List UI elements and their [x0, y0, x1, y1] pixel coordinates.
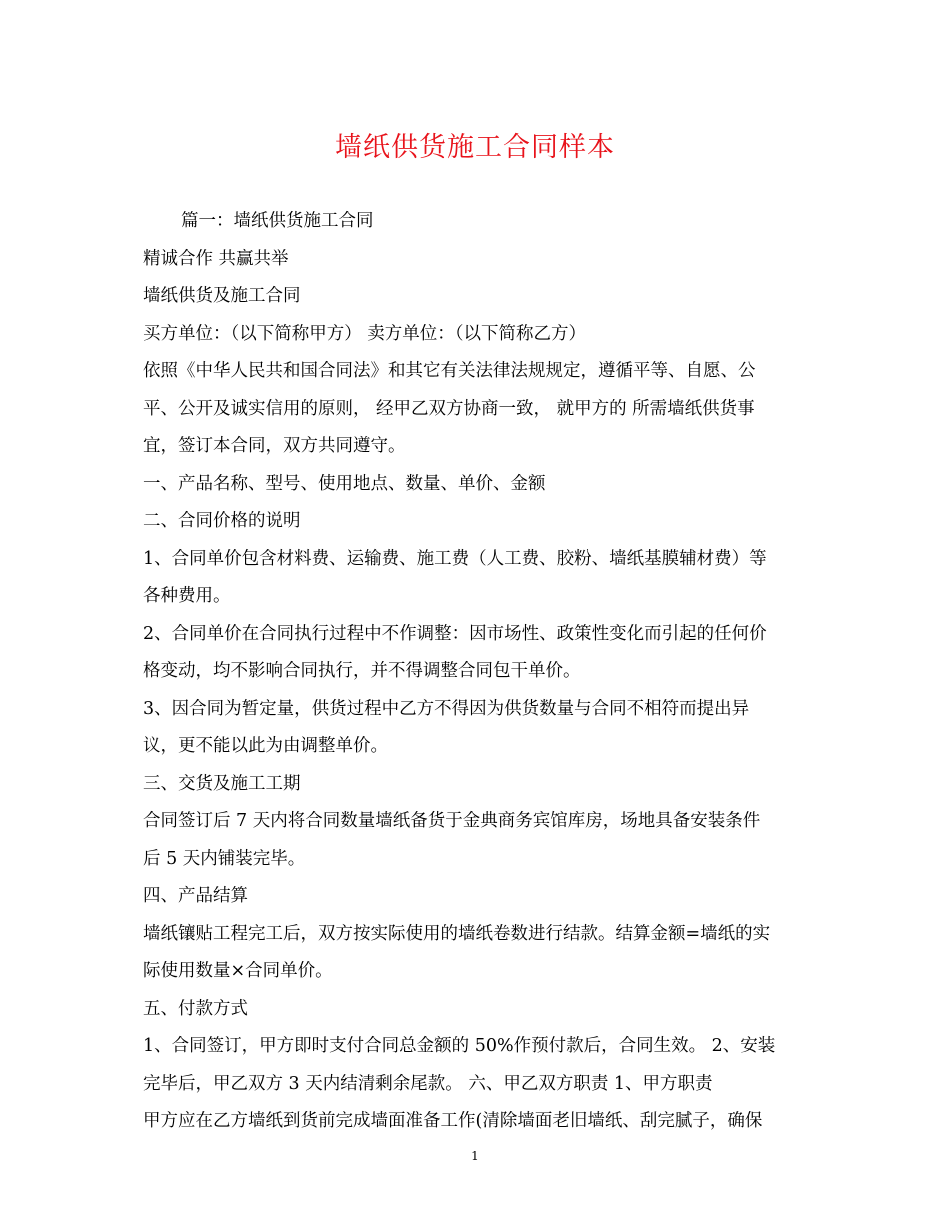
clause-heading: 三、交货及施工工期	[143, 773, 301, 794]
paragraph-line: 2、合同单价在合同执行过程中不作调整：因市场性、政策性变化而引起的任何价	[143, 623, 767, 644]
clause-heading: 一、产品名称、型号、使用地点、数量、单价、金额	[143, 473, 546, 494]
paragraph-line: 墙纸镶贴工程完工后，双方按实际使用的墙纸卷数进行结款。结算金额=墙纸的实	[143, 923, 771, 944]
paragraph-line: 3、因合同为暂定量，供货过程中乙方不得因为供货数量与合同不相符而提出异	[143, 698, 750, 719]
paragraph-line: 1、合同单价包含材料费、运输费、施工费（人工费、胶粉、墙纸基膜辅材费）等	[143, 548, 767, 569]
clause-heading: 二、合同价格的说明	[143, 511, 301, 531]
paragraph-line: 议，更不能以此为由调整单价。	[143, 736, 388, 756]
paragraph-line: 完毕后，甲乙双方 3 天内结清剩余尾款。 六、甲乙双方职责 1、甲方职责	[143, 1073, 713, 1094]
paragraph-line: 买方单位：（以下简称甲方） 卖方单位：（以下简称乙方）	[143, 323, 587, 344]
paragraph-line: 平、公开及诚实信用的原则， 经甲乙双方协商一致， 就甲方的 所需墙纸供货事	[143, 398, 755, 419]
paragraph-line: 后 5 天内铺装完毕。	[143, 848, 306, 869]
paragraph-line: 宜，签订本合同，双方共同遵守。	[143, 436, 406, 456]
clause-heading: 四、产品结算	[143, 886, 248, 906]
paragraph-line: 各种费用。	[143, 586, 231, 606]
paragraph-line: 1、合同签订，甲方即时支付合同总金额的 50%作预付款后，合同生效。 2、安装	[143, 1036, 776, 1056]
paragraph-line: 际使用数量×合同单价。	[143, 961, 333, 981]
paragraph-line: 精诚合作 共赢共举	[143, 248, 289, 269]
document-title: 墙纸供货施工合同样本	[335, 132, 615, 163]
section-heading: 篇一：墙纸供货施工合同	[181, 211, 374, 231]
paragraph-line: 依照《中华人民共和国合同法》和其它有关法律法规规定，遵循平等、自愿、公	[143, 361, 756, 381]
page-number: 1	[471, 1149, 479, 1163]
paragraph-line: 合同签订后 7 天内将合同数量墙纸备货于金典商务宾馆库房，场地具备安装条件	[143, 811, 761, 831]
paragraph-line: 墙纸供货及施工合同	[143, 286, 301, 306]
document-body	[143, 203, 808, 1141]
paragraph-line: 格变动，均不影响合同执行，并不得调整合同包干单价。	[143, 661, 581, 681]
clause-heading: 五、付款方式	[143, 998, 248, 1019]
paragraph-line: 甲方应在乙方墙纸到货前完成墙面准备工作(清除墙面老旧墙纸、刮完腻子，确保	[143, 1111, 763, 1131]
